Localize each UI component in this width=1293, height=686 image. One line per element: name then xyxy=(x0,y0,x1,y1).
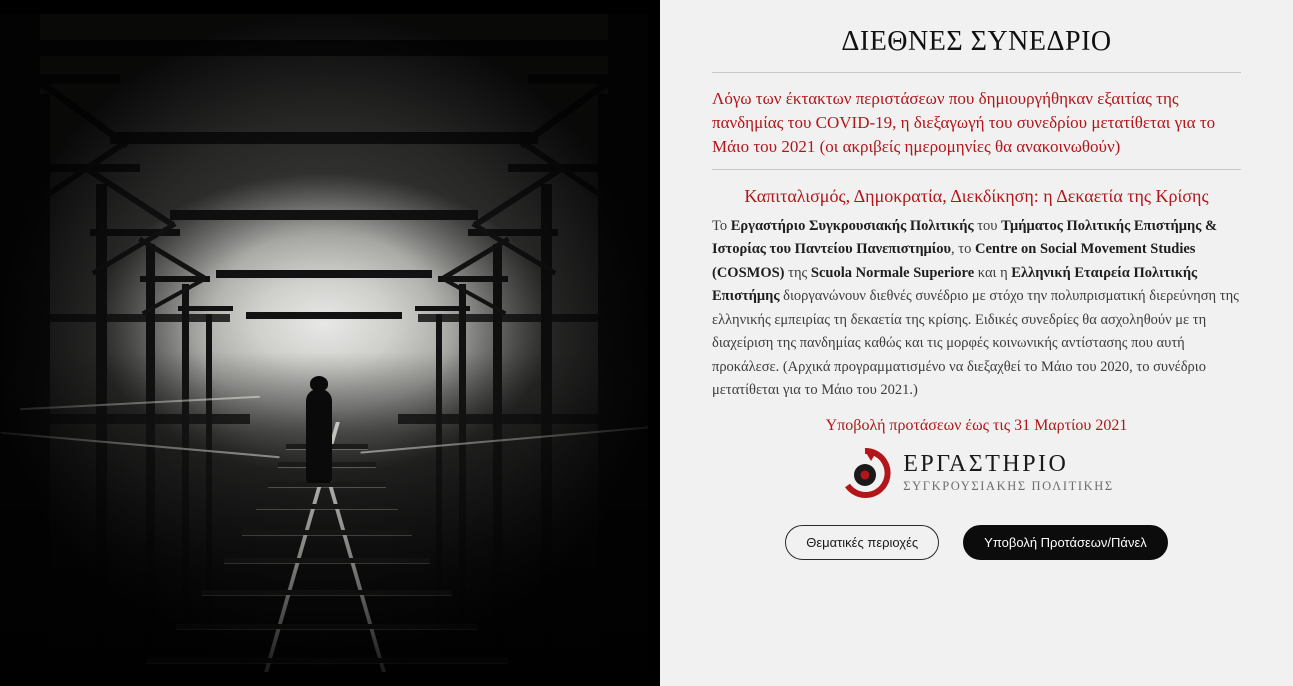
divider-top xyxy=(712,72,1241,73)
submission-deadline: Υποβολή προτάσεων έως τις 31 Μαρτίου 2021 xyxy=(825,416,1128,434)
desc-part-2: του xyxy=(973,217,1002,234)
conference-description xyxy=(712,215,1241,403)
thematic-areas-button[interactable]: Θεματικές περιοχές xyxy=(785,525,939,560)
bridge-photograph xyxy=(0,14,648,672)
divider-middle xyxy=(712,169,1241,170)
submit-proposals-button[interactable]: Υποβολή Προτάσεων/Πάνελ xyxy=(963,525,1168,560)
covid-notice: Λόγω των έκτακτων περιστάσεων που δημιουργήθηκαν εξαιτίας της πανδημίας του COVID-19, η διεξαγωγή του συνεδρίου μετατίθεται για το Μάιο του 2021 (οι ακριβείς ημερομηνίες θα ανακοινωθούν) xyxy=(712,89,1216,157)
desc-part-1: Το xyxy=(712,217,731,234)
document-panel xyxy=(660,0,1293,686)
logo-line-1: ΕΡΓΑΣΤΗΡΙΟ xyxy=(903,451,1069,478)
department-name: Τμήματος Πολιτικής Επιστήμης & Ιστορίας του Παντείου Πανεπιστημίου xyxy=(712,217,1218,258)
hellenic-association-name: Ελληνική Εταιρεία Πολιτικής Επιστήμης xyxy=(712,264,1198,305)
desc-part-3: , το xyxy=(951,241,975,258)
desc-part-5: και η xyxy=(974,264,1012,281)
organization-logo xyxy=(712,447,1241,499)
logo-wordmark xyxy=(903,452,1113,493)
desc-part-6: διοργανώνουν διεθνές συνέδριο με στόχο την πολυπρισματική διερεύνηση της ελληνικής εμπειρίας τη δεκαετία της κρίσης. Ειδικές συνεδρίες θα ασχοληθούν με τη διαχείριση της πανδημίας καθώς και τις μορφές κοινωνικής αντίστασης που αυτή προκάλεσε. (Αρχικά προγραμματισμένο να διεξαχθεί το Μάιο του 2020, το συνέδριο μετατίθεται για το Μάιο του 2021.) xyxy=(712,288,1239,399)
photo-vignette xyxy=(0,14,648,672)
cosmos-name: Centre on Social Movement Studies (COSMOS) xyxy=(712,241,1196,281)
spiral-logo-icon xyxy=(839,447,891,499)
conference-subtitle: Καπιταλισμός, Δημοκρατία, Διεκδίκηση: η Δεκαετία της Κρίσης xyxy=(744,186,1209,207)
conference-announcement-card xyxy=(660,0,1293,686)
action-buttons xyxy=(712,525,1241,560)
logo-line-2: ΣΥΓΚΡΟΥΣΙΑΚΗΣ ΠΟΛΙΤΙΚΗΣ xyxy=(903,479,1114,494)
scuola-name: Scuola Normale Superiore xyxy=(810,264,975,281)
page-title: ΔΙΕΘΝΕΣ ΣΥΝΕΔΡΙΟ xyxy=(841,26,1112,57)
lab-name: Εργαστήριο Συγκρουσιακής Πολιτικής xyxy=(730,217,974,234)
desc-part-4: της xyxy=(784,264,811,281)
